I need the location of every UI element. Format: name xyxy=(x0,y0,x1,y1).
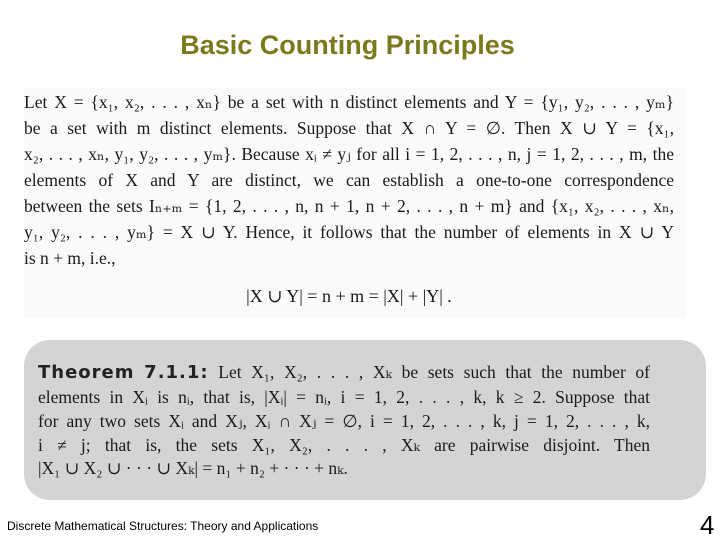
paragraph-line: be a set with m distinct elements. Suppose that X ∩ Y = ∅. Then X ∪ Y = {x₁, xyxy=(24,118,674,138)
paragraph-line: x₂, . . . , xₙ, y₁, y₂, . . . , yₘ}. Because xᵢ ≠ yⱼ for all i = 1, 2, . . . , n, j = 1, 2, . . . , m, the xyxy=(24,144,674,164)
page-number: 4 xyxy=(700,510,715,540)
union-formula: |X ∪ Y| = n + m = |X| + |Y| . xyxy=(246,286,452,306)
slide-title: Basic Counting Principles xyxy=(180,30,515,60)
paragraph-line: Let X = {x₁, x₂, . . . , xₙ} be a set with n distinct elements and Y = {y₁, y₂, . . . , yₘ} xyxy=(24,92,674,112)
paragraph-line: between the sets Iₙ₊ₘ = {1, 2, . . . , n, n + 1, n + 2, . . . , n + m} and {x₁, x₂, . . . , xₙ, xyxy=(24,196,674,216)
theorem-number: 7.1.1: xyxy=(144,362,209,383)
paragraph-line: is n + m, i.e., xyxy=(24,248,116,268)
proof-paragraph xyxy=(24,88,686,318)
paragraph-line: y₁, y₂, . . . , yₘ} = X ∪ Y. Hence, it follows that the number of elements in X ∪ Y xyxy=(24,222,674,242)
paragraph-line: elements of X and Y are distinct, we can establish a one-to-one correspondence xyxy=(24,170,674,190)
theorem-first-line xyxy=(38,362,650,383)
theorem-line: i ≠ j; that is, the sets X₁, X₂, . . . , Xₖ are pairwise disjoint. Then xyxy=(38,435,650,455)
theorem-line: elements in Xᵢ is nᵢ, that is, |Xᵢ| = nᵢ, i = 1, 2, . . . , k, k ≥ 2. Suppose that xyxy=(38,387,650,407)
theorem-heading: Theorem xyxy=(38,362,135,383)
theorem-box xyxy=(24,340,706,500)
theorem-line: Let X₁, X₂, . . . , Xₖ be sets such that the number of xyxy=(218,362,650,382)
theorem-line: |X₁ ∪ X₂ ∪ · · · ∪ Xₖ| = n₁ + n₂ + · · · + nₖ. xyxy=(38,458,348,478)
slide-footer: Discrete Mathematical Structures: Theory and Applications xyxy=(7,519,319,533)
theorem-line: for any two sets Xᵢ and Xⱼ, Xᵢ ∩ Xⱼ = ∅, i = 1, 2, . . . , k, j = 1, 2, . . . , k, xyxy=(38,411,650,431)
